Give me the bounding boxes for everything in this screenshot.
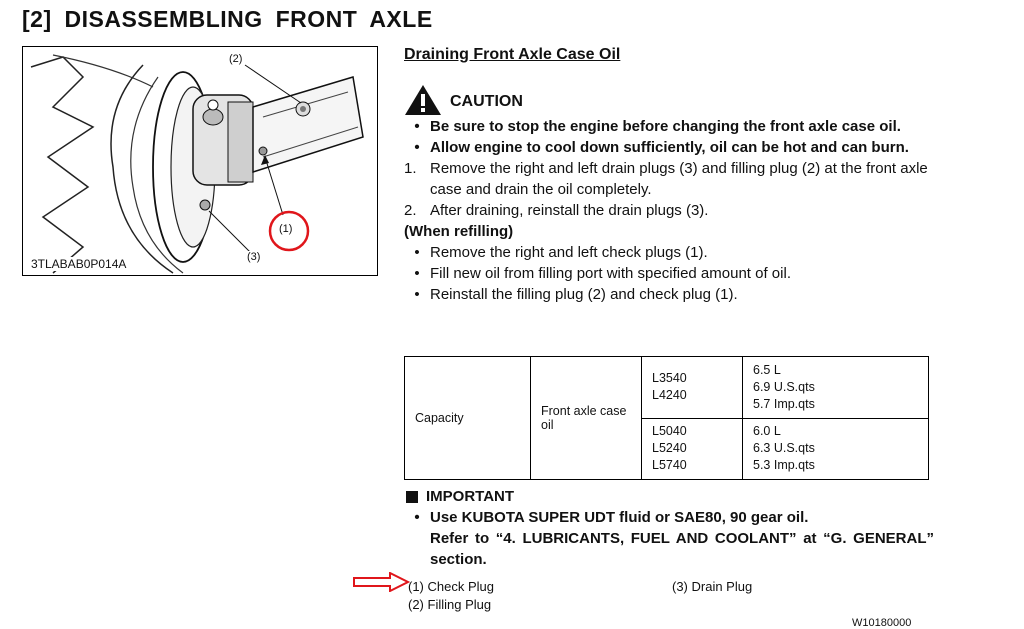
square-bullet-icon <box>406 491 418 503</box>
bullet: • <box>414 244 420 261</box>
warning-triangle-icon <box>404 84 442 116</box>
bullet: • <box>414 118 420 135</box>
bullet: • <box>414 509 420 526</box>
legend-drain-plug: (3) Drain Plug <box>672 579 753 594</box>
step-item: 1. Remove the right and left drain plugs (3) and filling plug (2) at the front axle case and drain the oil completely. <box>404 160 928 198</box>
instructions <box>404 116 934 305</box>
page-code: W10180000 <box>852 617 912 629</box>
capacity-table <box>404 356 929 480</box>
figure-code: 3TLABAB0P014A <box>31 257 127 271</box>
important-block <box>404 486 934 570</box>
step-item: 2. After draining, reinstall the drain plugs (3). <box>404 202 709 219</box>
refill-item: • Reinstall the filling plug (2) and check plug (1). <box>404 284 934 305</box>
callout-1: (1) <box>279 223 293 235</box>
section-title: Draining Front Axle Case Oil <box>404 46 621 63</box>
important-header <box>404 486 934 507</box>
bullet: • <box>414 286 420 303</box>
model-cell: L3540 L4240 <box>642 357 743 419</box>
model-cell: L5040 L5240 L5740 <box>642 418 743 480</box>
page-heading: [2] DISASSEMBLING FRONT AXLE <box>22 6 433 32</box>
refill-item: • Fill new oil from filling port with specified amount of oil. <box>404 263 934 284</box>
refill-heading: (When refilling) <box>404 223 514 240</box>
caution-header <box>404 84 523 116</box>
important-label: IMPORTANT <box>426 488 515 505</box>
capacity-label: Capacity <box>405 357 531 480</box>
amount-cell: 6.0 L 6.3 U.S.qts 5.3 Imp.qts <box>743 418 929 480</box>
front-axle-figure <box>22 46 378 276</box>
important-item: • Use KUBOTA SUPER UDT fluid or SAE80, 90 gear oil. Refer to “4. LUBRICANTS, FUEL AND COOLANT” at “G. GENERAL” section. <box>404 507 934 570</box>
front-axle-illustration <box>23 47 378 276</box>
callout-3: (3) <box>247 251 261 263</box>
caution-label: CAUTION <box>450 93 523 110</box>
legend-check-plug: (1) Check Plug <box>408 579 494 594</box>
callout-2: (2) <box>229 53 243 65</box>
bullet: • <box>414 139 420 156</box>
caution-item: • Be sure to stop the engine before changing the front axle case oil. <box>404 116 934 137</box>
capacity-part: Front axle case oil <box>531 357 642 480</box>
red-arrow-icon <box>352 572 410 592</box>
bullet: • <box>414 265 420 282</box>
refill-item: • Remove the right and left check plugs (1). <box>404 242 934 263</box>
amount-cell: 6.5 L 6.9 U.S.qts 5.7 Imp.qts <box>743 357 929 419</box>
legend-filling-plug: (2) Filling Plug <box>408 597 492 612</box>
caution-item: • Allow engine to cool down sufficiently, oil can be hot and can burn. <box>404 137 934 158</box>
